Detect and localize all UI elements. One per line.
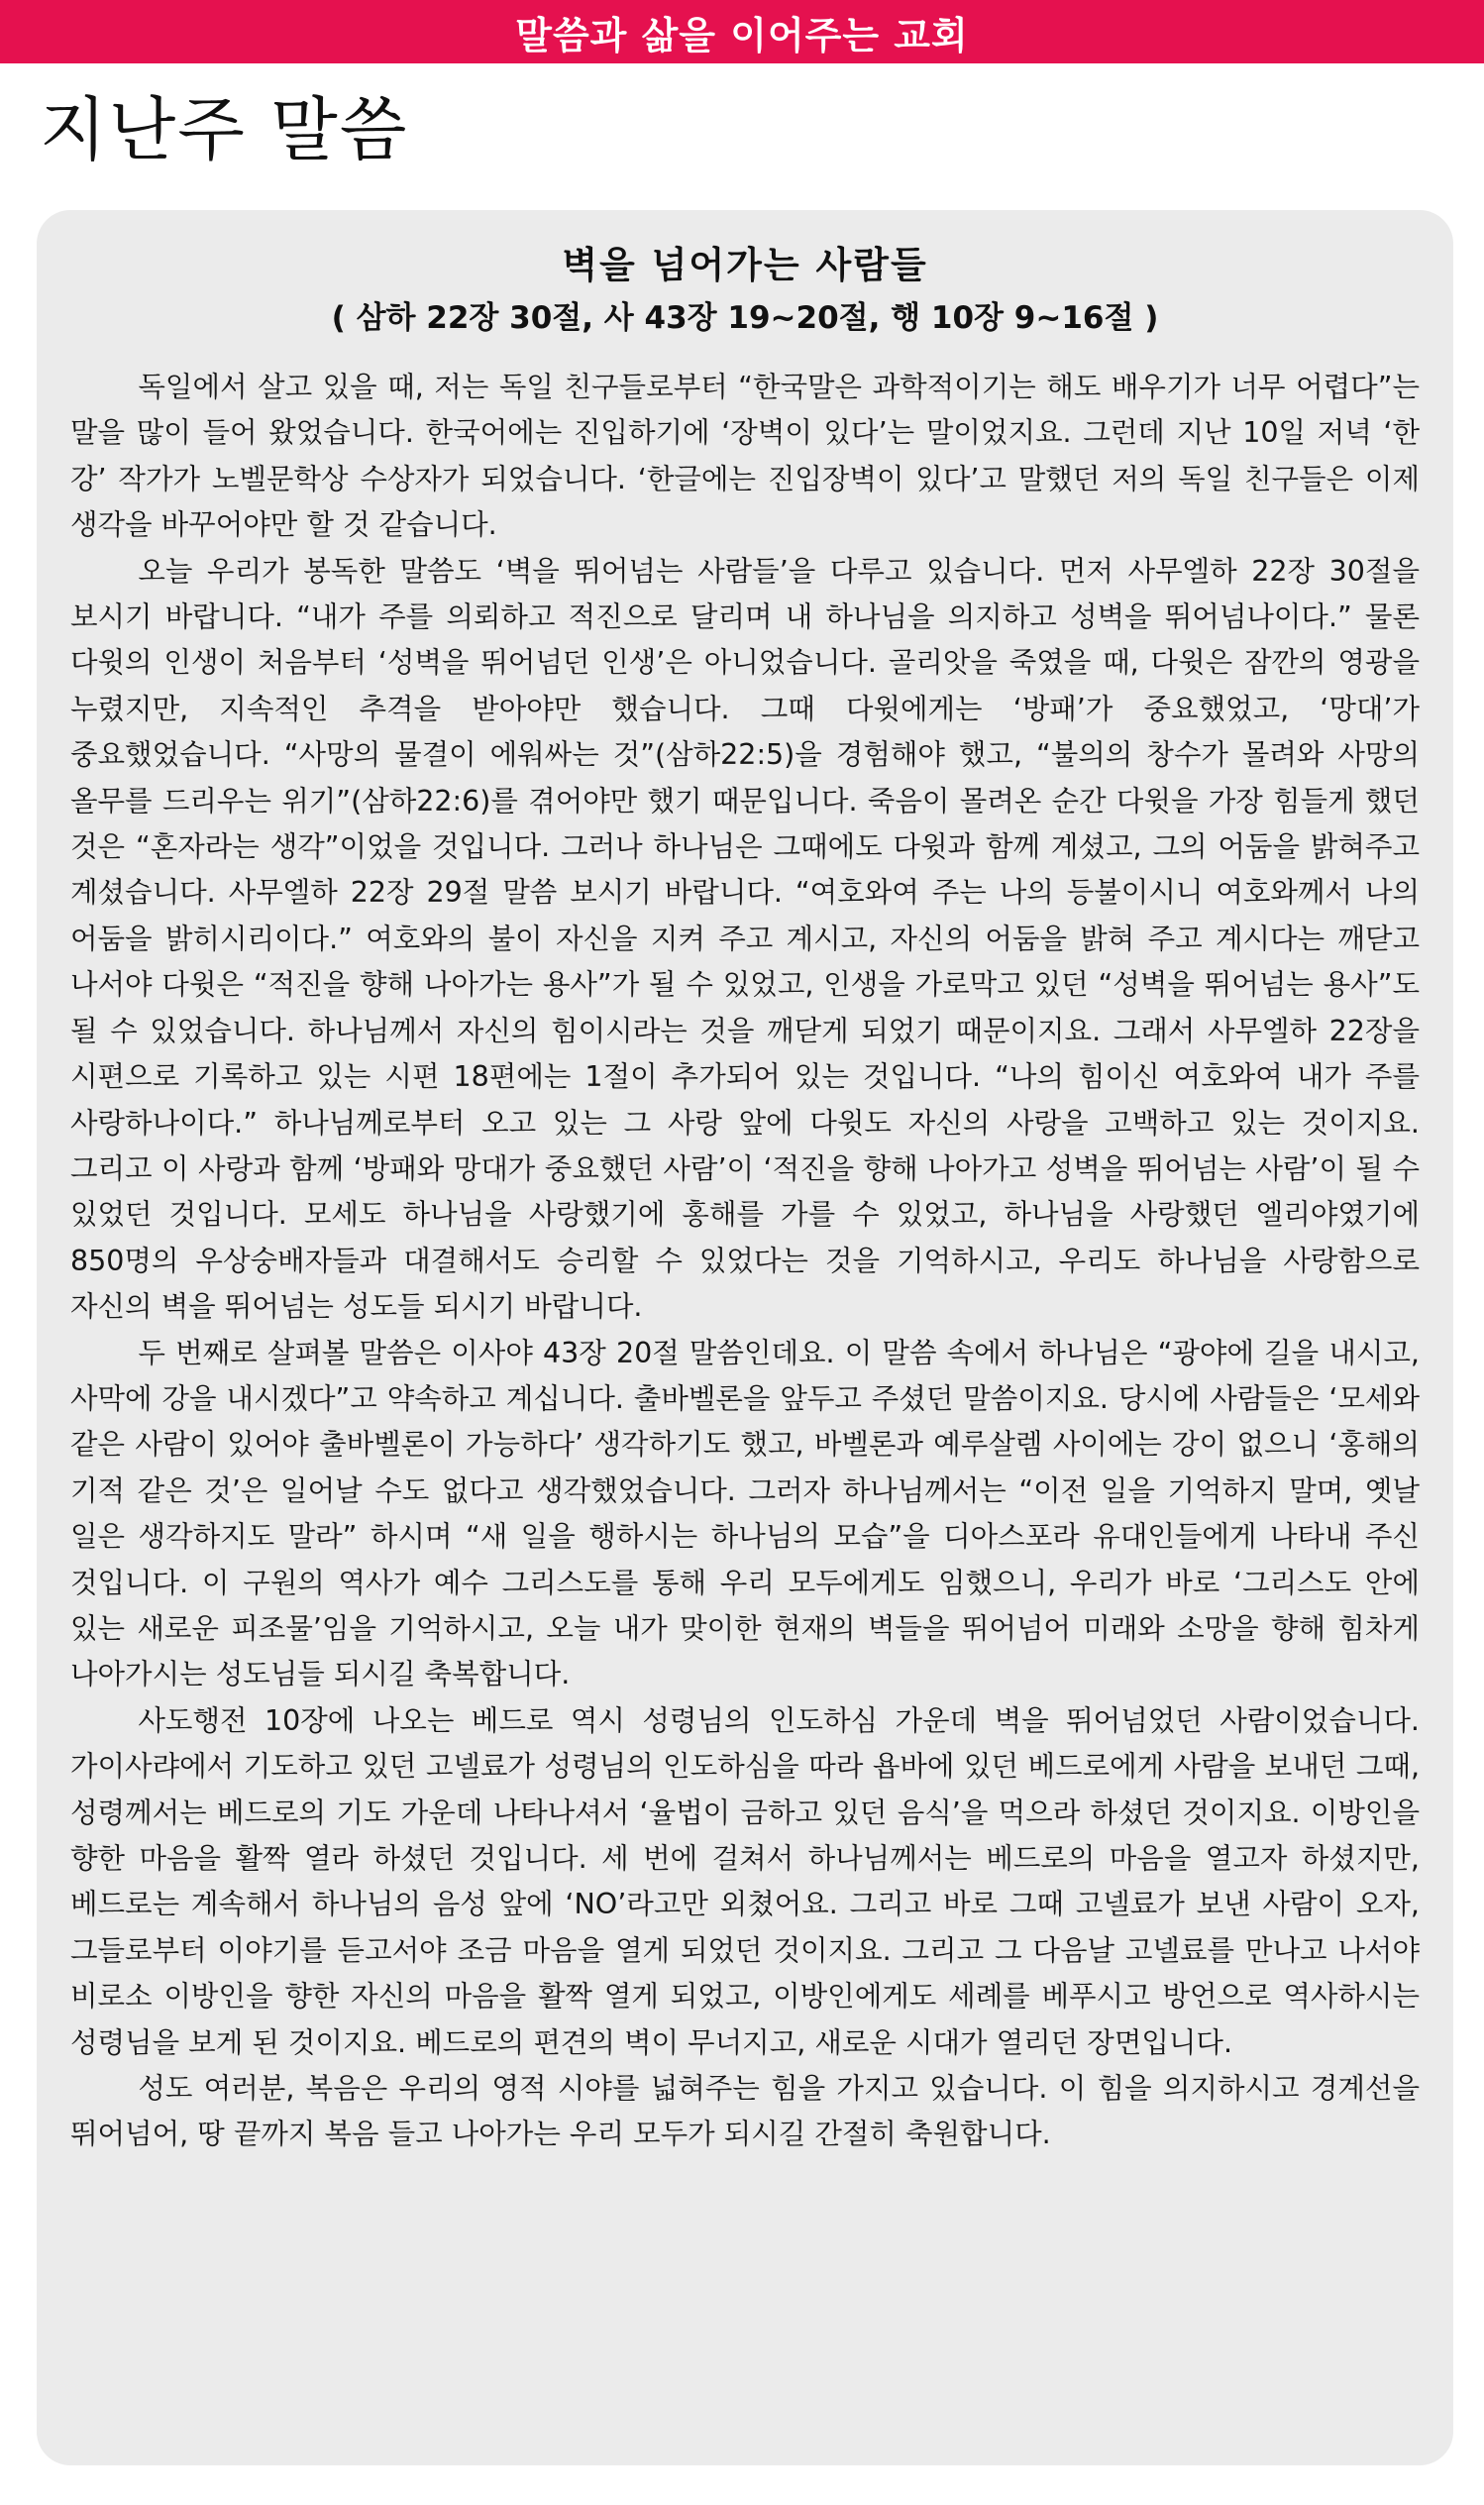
- section-title: 지난주 말씀: [40, 89, 409, 170]
- sermon-paragraph-4: 사도행전 10장에 나오는 베드로 역시 성령님의 인도하심 가운데 벽을 뛰어넘었던 사람이었습니다. 가이사랴에서 기도하고 있던 고넬료가 성령님의 인도하심을 따라 욥바에 있던 베드로에게 사람을 보내던 그때, 성령께서는 베드로의 기도 가운데 나타나셔서 ‘율법이 금하고 있던 음식’을 먹으라 하셨던 것이지요. 이방인을 향한 마음을 활짝 열라 하셨던 것입니다. 세 번에 걸쳐서 하나님께서는 베드로의 마음을 열고자 하셨지만, 베드로는 계속해서 하나님의 음성 앞에 ‘NO’라고만 외쳤어요. 그리고 바로 그때 고넬료가 보낸 사람이 오자, 그들로부터 이야기를 듣고서야 조금 마음을 열게 되었던 것이지요. 그리고 그 다음날 고넬료를 만나고 나서야 비로소 이방인을 향한 자신의 마음을 활짝 열게 되었고, 이방인에게도 세례를 베푸시고 방언으로 역사하시는 성령님을 보게 된 것이지요. 베드로의 편견의 벽이 무너지고, 새로운 시대가 열리던 장면입니다.: [70, 1703, 1420, 2059]
- sermon-title: 벽을 넘어가는 사람들: [562, 244, 928, 286]
- sermon-paragraph-5: 성도 여러분, 복음은 우리의 영적 시야를 넓혀주는 힘을 가지고 있습니다. 이 힘을 의지하시고 경계선을 뛰어넘어, 땅 끝까지 복음 들고 나아가는 우리 모두가 되시길 간절히 축원합니다.: [70, 2072, 1420, 2151]
- sermon-box: [37, 210, 1453, 2465]
- church-slogan-banner: [0, 0, 1484, 63]
- sermon-paragraph-3: 두 번째로 살펴볼 말씀은 이사야 43장 20절 말씀인데요. 이 말씀 속에서 하나님은 “광야에 길을 내시고, 사막에 강을 내시겠다”고 약속하고 계십니다. 출바벨론을 앞두고 주셨던 말씀이지요. 당시에 사람들은 ‘모세와 같은 사람이 있어야 출바벨론이 가능하다’ 생각하기도 했고, 바벨론과 예루살렘 사이에는 강이 없으니 ‘홍해의 기적 같은 것’은 일어날 수도 없다고 생각했었습니다. 그러자 하나님께서는 “이전 일을 기억하지 말며, 옛날 일은 생각하지도 말라” 하시며 “새 일을 행하시는 하나님의 모습”을 디아스포라 유대인들에게 나타내 주신 것입니다. 이 구원의 역사가 예수 그리스도를 통해 우리 모두에게도 임했으니, 우리가 바로 ‘그리스도 안에 있는 새로운 피조물’임을 기억하시고, 오늘 내가 맞이한 현재의 벽들을 뛰어넘어 미래와 소망을 향해 힘차게 나아가시는 성도님들 되시길 축복합니다.: [70, 1336, 1420, 1691]
- sermon-paragraph-1: 독일에서 살고 있을 때, 저는 독일 친구들로부터 “한국말은 과학적이기는 해도 배우기가 너무 어렵다”는 말을 많이 들어 왔었습니다. 한국어에는 진입하기에 ‘장벽이 있다’는 말이었지요. 그런데 지난 10일 저녁 ‘한 강’ 작가가 노벨문학상 수상자가 되었습니다. ‘한글에는 진입장벽이 있다’고 말했던 저의 독일 친구들은 이제 생각을 바꾸어야만 할 것 같습니다.: [70, 371, 1420, 542]
- church-slogan-text: 말씀과 삶을 이어주는 교회: [515, 13, 969, 57]
- sermon-scripture-reference: ( 삼하 22장 30절, 사 43장 19~20절, 행 10장 9~16절 ): [331, 300, 1159, 336]
- sermon-body: [70, 365, 1420, 2158]
- sermon-paragraph-2: 오늘 우리가 봉독한 말씀도 ‘벽을 뛰어넘는 사람들’을 다루고 있습니다. 먼저 사무엘하 22장 30절을 보시기 바랍니다. “내가 주를 의뢰하고 적진으로 달리며 내 하나님을 의지하고 성벽을 뛰어넘나이다.” 물론 다윗의 인생이 처음부터 ‘성벽을 뛰어넘던 인생’은 아니었습니다. 골리앗을 죽였을 때, 다윗은 잠깐의 영광을 누렸지만, 지속적인 추격을 받아야만 했습니다. 그때 다윗에게는 ‘방패’가 중요했었고, ‘망대’가 중요했었습니다. “사망의 물결이 에워싸는 것”(삼하22:5)을 경험해야 했고, “불의의 창수가 몰려와 사망의 올무를 드리우는 위기”(삼하22:6)를 겪어야만 했기 때문입니다. 죽음이 몰려온 순간 다윗을 가장 힘들게 했던 것은 “혼자라는 생각”이었을 것입니다. 그러나 하나님은 그때에도 다윗과 함께 계셨고, 그의 어둠을 밝혀주고 계셨습니다. 사무엘하 22장 29절 말씀 보시기 바랍니다. “여호와여 주는 나의 등불이시니 여호와께서 나의 어둠을 밝히시리이다.” 여호와의 불이 자신을 지켜 주고 계시고, 자신의 어둠을 밝혀 주고 계시다는 깨닫고 나서야 다윗은 “적진을 향해 나아가는 용사”가 될 수 있었고, 인생을 가로막고 있던 “성벽을 뛰어넘는 용사”도 될 수 있었습니다. 하나님께서 자신의 힘이시라는 것을 깨닫게 되었기 때문이지요. 그래서 사무엘하 22장을 시편으로 기록하고 있는 시편 18편에는 1절이 추가되어 있는 것입니다. “나의 힘이신 여호와여 내가 주를 사랑하나이다.” 하나님께로부터 오고 있는 그 사랑 앞에 다윗도 자신의 사랑을 고백하고 있는 것이지요. 그리고 이 사랑과 함께 ‘방패와 망대가 중요했던 사람’이 ‘적진을 향해 나아가고 성벽을 뛰어넘는 사람’이 될 수 있었던 것입니다. 모세도 하나님을 사랑했기에 홍해를 가를 수 있었고, 하나님을 사랑했던 엘리야였기에 850명의 우상숭배자들과 대결해서도 승리할 수 있었다는 것을 기억하시고, 우리도 하나님을 사랑함으로 자신의 벽을 뛰어넘는 성도들 되시기 바랍니다.: [70, 554, 1420, 1324]
